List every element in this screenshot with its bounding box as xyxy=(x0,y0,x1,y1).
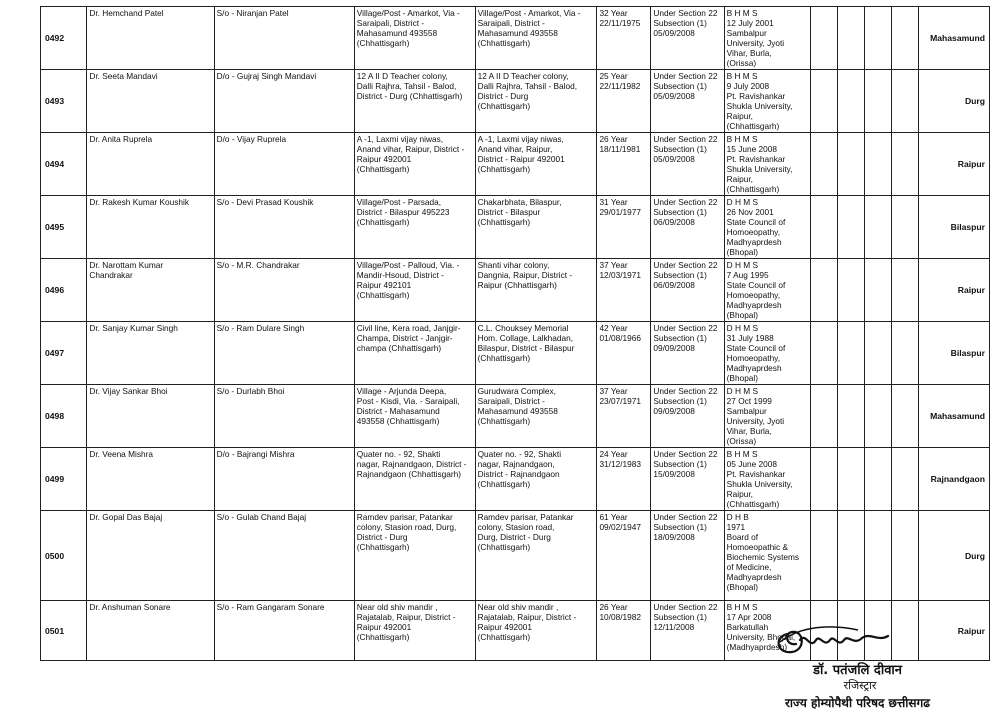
practice-address: Village/Post - Amarkot, Via - Saraipali, District - Mahasamund 493558 (Chhattisgarh) xyxy=(475,7,597,70)
serial-number: 0492 xyxy=(41,7,87,70)
doctor-name: Dr. Anita Ruprela xyxy=(87,133,214,196)
blank-cell xyxy=(810,70,837,133)
serial-number: 0494 xyxy=(41,133,87,196)
blank-cell xyxy=(891,385,918,448)
blank-cell xyxy=(864,259,891,322)
doctor-name: Dr. Narottam Kumar Chandrakar xyxy=(87,259,214,322)
serial-number: 0496 xyxy=(41,259,87,322)
blank-cell xyxy=(891,259,918,322)
blank-cell xyxy=(810,322,837,385)
doctor-name: Dr. Sanjay Kumar Singh xyxy=(87,322,214,385)
table-row xyxy=(41,385,990,448)
district: Bilaspur xyxy=(918,196,989,259)
permanent-address: 12 A II D Teacher colony, Dalli Rajhra, Tahsil - Balod, District - Durg (Chhattisgarh) xyxy=(354,70,475,133)
registration-section: Under Section 22 Subsection (1) 18/09/2008 xyxy=(651,511,724,601)
permanent-address: Village/Post - Palloud, Via. - Mandir-Hsoud, District - Raipur 492101 (Chhattisgarh) xyxy=(354,259,475,322)
practice-address: C.L. Chouksey Memorial Hom. Collage, Lalkhadan, Bilaspur, District - Bilaspur (Chhattisgarh) xyxy=(475,322,597,385)
registration-section: Under Section 22 Subsection (1) 12/11/2008 xyxy=(651,601,724,661)
practice-address: Shanti vihar colony, Dangnia, Raipur, District - Raipur (Chhattisgarh) xyxy=(475,259,597,322)
practice-address: Chakarbhata, Bilaspur, District - Bilaspur (Chhattisgarh) xyxy=(475,196,597,259)
parent-relation: S/o - Ram Dulare Singh xyxy=(214,322,354,385)
blank-cell xyxy=(864,448,891,511)
qualification: D H B 1971 Board of Homoeopathic & Biochemic Systems of Medicine, Madhyaprdesh (Bhopal) xyxy=(724,511,810,601)
blank-cell xyxy=(810,7,837,70)
blank-cell xyxy=(891,70,918,133)
practice-address: Near old shiv mandir , Rajatalab, Raipur, District - Raipur 492001 (Chhattisgarh) xyxy=(475,601,597,661)
table-row xyxy=(41,133,990,196)
permanent-address: Village/Post - Parsada, District - Bilaspur 495223 (Chhattisgarh) xyxy=(354,196,475,259)
register-table xyxy=(40,6,990,661)
serial-number: 0499 xyxy=(41,448,87,511)
registrar-name: डॉ. पतंजलि दीवान xyxy=(812,663,902,678)
blank-cell xyxy=(810,448,837,511)
permanent-address: Ramdev parisar, Patankar colony, Stasion road, Durg, District - Durg (Chhattisgarh) xyxy=(354,511,475,601)
permanent-address: Near old shiv mandir , Rajatalab, Raipur, District - Raipur 492001 (Chhattisgarh) xyxy=(354,601,475,661)
qualification: B H M S 12 July 2001 Sambalpur University, Jyoti Vihar, Burla, (Orissa) xyxy=(724,7,810,70)
parent-relation: S/o - Niranjan Patel xyxy=(214,7,354,70)
age-dob: 42 Year 01/08/1966 xyxy=(597,322,651,385)
blank-cell xyxy=(837,7,864,70)
qualification: D H M S 7 Aug 1995 State Council of Homoeopathy, Madhyaprdesh (Bhopal) xyxy=(724,259,810,322)
table-row xyxy=(41,322,990,385)
serial-number: 0501 xyxy=(41,601,87,661)
district: Mahasamund xyxy=(918,7,989,70)
council-name: राज्य होम्योपैथी परिषद छत्तीसगढ xyxy=(785,696,930,710)
qualification: D H M S 31 July 1988 State Council of Homoeopathy, Madhyaprdesh (Bhopal) xyxy=(724,322,810,385)
table-row xyxy=(41,7,990,70)
age-dob: 24 Year 31/12/1983 xyxy=(597,448,651,511)
permanent-address: Civil line, Kera road, Janjgir- Champa, District - Janjgir- champa (Chhattisgarh) xyxy=(354,322,475,385)
table-row xyxy=(41,70,990,133)
parent-relation: S/o - Durlabh Bhoi xyxy=(214,385,354,448)
parent-relation: S/o - Devi Prasad Koushik xyxy=(214,196,354,259)
qualification: D H M S 27 Oct 1999 Sambalpur University, Jyoti Vihar, Burla, (Orissa) xyxy=(724,385,810,448)
blank-cell xyxy=(891,322,918,385)
table-row xyxy=(41,196,990,259)
doctor-name: Dr. Seeta Mandavi xyxy=(87,70,214,133)
age-dob: 37 Year 12/03/1971 xyxy=(597,259,651,322)
blank-cell xyxy=(891,448,918,511)
blank-cell xyxy=(837,259,864,322)
qualification: B H M S 15 June 2008 Pt. Ravishankar Shukla University, Raipur, (Chhattisgarh) xyxy=(724,133,810,196)
registrar-designation: रजिस्ट्रार xyxy=(843,679,877,692)
registration-section: Under Section 22 Subsection (1) 05/09/2008 xyxy=(651,133,724,196)
district: Raipur xyxy=(918,133,989,196)
parent-relation: S/o - M.R. Chandrakar xyxy=(214,259,354,322)
permanent-address: Village - Arjunda Deepa, Post - Kisdi, Via. - Saraipali, District - Mahasamund 493558 (Chhattisgarh) xyxy=(354,385,475,448)
parent-relation: S/o - Ram Gangaram Sonare xyxy=(214,601,354,661)
blank-cell xyxy=(891,511,918,601)
table-row xyxy=(41,259,990,322)
registration-section: Under Section 22 Subsection (1) 09/09/2008 xyxy=(651,385,724,448)
age-dob: 26 Year 18/11/1981 xyxy=(597,133,651,196)
blank-cell xyxy=(864,70,891,133)
blank-cell xyxy=(864,511,891,601)
blank-cell xyxy=(837,322,864,385)
registration-section: Under Section 22 Subsection (1) 06/09/2008 xyxy=(651,259,724,322)
age-dob: 26 Year 10/08/1982 xyxy=(597,601,651,661)
blank-cell xyxy=(891,7,918,70)
serial-number: 0495 xyxy=(41,196,87,259)
parent-relation: D/o - Bajrangi Mishra xyxy=(214,448,354,511)
blank-cell xyxy=(837,385,864,448)
district: Mahasamund xyxy=(918,385,989,448)
blank-cell xyxy=(837,70,864,133)
district: Raipur xyxy=(918,601,989,661)
blank-cell xyxy=(810,259,837,322)
doctor-name: Dr. Vijay Sankar Bhoi xyxy=(87,385,214,448)
blank-cell xyxy=(810,511,837,601)
doctor-name: Dr. Anshuman Sonare xyxy=(87,601,214,661)
doctor-name: Dr. Veena Mishra xyxy=(87,448,214,511)
parent-relation: S/o - Gulab Chand Bajaj xyxy=(214,511,354,601)
table-row xyxy=(41,448,990,511)
blank-cell xyxy=(810,385,837,448)
practice-address: Gurudwara Complex, Saraipali, District - Mahasamund 493558 (Chhattisgarh) xyxy=(475,385,597,448)
registration-section: Under Section 22 Subsection (1) 06/09/2008 xyxy=(651,196,724,259)
age-dob: 25 Year 22/11/1982 xyxy=(597,70,651,133)
blank-cell xyxy=(864,385,891,448)
practice-address: Ramdev parisar, Patankar colony, Stasion road, Durg, District - Durg (Chhattisgarh) xyxy=(475,511,597,601)
blank-cell xyxy=(891,133,918,196)
blank-cell xyxy=(864,196,891,259)
qualification: B H M S 9 July 2008 Pt. Ravishankar Shukla University, Raipur, (Chhattisgarh) xyxy=(724,70,810,133)
district: Durg xyxy=(918,511,989,601)
table-row xyxy=(41,511,990,601)
blank-cell xyxy=(864,322,891,385)
serial-number: 0497 xyxy=(41,322,87,385)
serial-number: 0493 xyxy=(41,70,87,133)
district: Rajnandgaon xyxy=(918,448,989,511)
parent-relation: D/o - Gujraj Singh Mandavi xyxy=(214,70,354,133)
qualification: B H M S 05 June 2008 Pt. Ravishankar Shukla University, Raipur, (Chhattisgarh) xyxy=(724,448,810,511)
blank-cell xyxy=(810,196,837,259)
blank-cell xyxy=(891,196,918,259)
registration-section: Under Section 22 Subsection (1) 09/09/2008 xyxy=(651,322,724,385)
doctor-name: Dr. Hemchand Patel xyxy=(87,7,214,70)
practice-address: 12 A II D Teacher colony, Dalli Rajhra, Tahsil - Balod, District - Durg (Chhattisgarh) xyxy=(475,70,597,133)
practice-address: Quater no. - 92, Shakti nagar, Rajnandgaon, District - Rajnandgaon (Chhattisgarh) xyxy=(475,448,597,511)
blank-cell xyxy=(864,7,891,70)
blank-cell xyxy=(810,133,837,196)
blank-cell xyxy=(837,448,864,511)
parent-relation: D/o - Vijay Ruprela xyxy=(214,133,354,196)
practice-address: A -1, Laxmi vijay niwas, Anand vihar, Raipur, District - Raipur 492001 (Chhattisgarh) xyxy=(475,133,597,196)
doctor-name: Dr. Gopal Das Bajaj xyxy=(87,511,214,601)
permanent-address: Quater no. - 92, Shakti nagar, Rajnandgaon, District - Rajnandgaon (Chhattisgarh) xyxy=(354,448,475,511)
permanent-address: A -1, Laxmi vijay niwas, Anand vihar, Raipur, District - Raipur 492001 (Chhattisgarh) xyxy=(354,133,475,196)
registration-section: Under Section 22 Subsection (1) 05/09/2008 xyxy=(651,70,724,133)
blank-cell xyxy=(837,196,864,259)
registration-section: Under Section 22 Subsection (1) 05/09/2008 xyxy=(651,7,724,70)
age-dob: 37 Year 23/07/1971 xyxy=(597,385,651,448)
doctor-name: Dr. Rakesh Kumar Koushik xyxy=(87,196,214,259)
signature xyxy=(770,620,910,660)
blank-cell xyxy=(837,133,864,196)
district: Bilaspur xyxy=(918,322,989,385)
blank-cell xyxy=(837,511,864,601)
qualification: D H M S 26 Nov 2001 State Council of Homoeopathy, Madhyaprdesh (Bhopal) xyxy=(724,196,810,259)
age-dob: 61 Year 09/02/1947 xyxy=(597,511,651,601)
age-dob: 32 Year 22/11/1975 xyxy=(597,7,651,70)
serial-number: 0500 xyxy=(41,511,87,601)
blank-cell xyxy=(864,133,891,196)
serial-number: 0498 xyxy=(41,385,87,448)
age-dob: 31 Year 29/01/1977 xyxy=(597,196,651,259)
register-rows xyxy=(41,7,990,661)
district: Durg xyxy=(918,70,989,133)
registration-section: Under Section 22 Subsection (1) 15/09/2008 xyxy=(651,448,724,511)
district: Raipur xyxy=(918,259,989,322)
permanent-address: Village/Post - Amarkot, Via - Saraipali, District - Mahasamund 493558 (Chhattisgarh) xyxy=(354,7,475,70)
qualification: B H M S 17 Apr 2008 Barkatullah University, Bhopal, (Madhyaprdesh) xyxy=(724,601,810,661)
